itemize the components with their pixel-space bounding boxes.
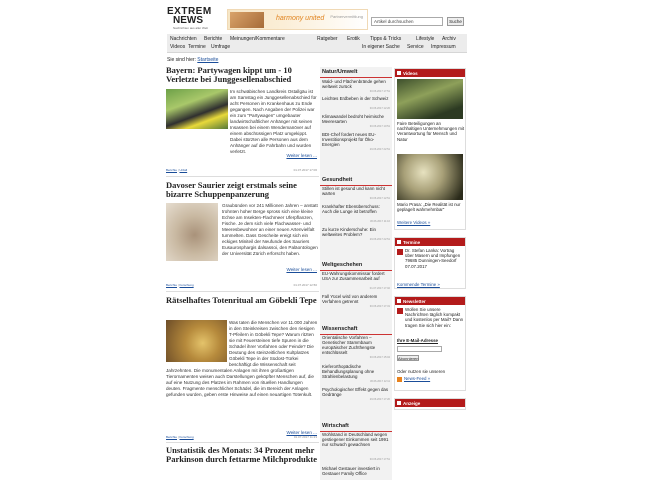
email-label: Ihre E-Mail-Adresse bbox=[397, 338, 438, 343]
videos-box bbox=[394, 68, 466, 230]
article-title[interactable]: Bayern: Partywagen kippt um - 10 Verletzte bei Junggesellenabschied bbox=[166, 65, 292, 84]
nav-lifestyle[interactable]: Lifestyle bbox=[416, 36, 435, 42]
article-image[interactable] bbox=[166, 203, 218, 261]
article bbox=[166, 66, 319, 178]
middle-column bbox=[320, 67, 392, 480]
read-more-link[interactable]: Weiter lesen ... bbox=[286, 267, 317, 272]
box-heading: Termine bbox=[395, 238, 465, 246]
rss-text: Oder nutzen sie unseren bbox=[397, 369, 446, 374]
section-wirtschaft bbox=[320, 421, 392, 476]
video-thumbnail[interactable] bbox=[397, 154, 463, 200]
search-button[interactable]: Suche bbox=[447, 17, 464, 26]
nav-berichte[interactable]: Berichte bbox=[204, 36, 223, 42]
section-wissenschaft bbox=[320, 324, 392, 401]
section-weltgeschehen bbox=[320, 260, 392, 308]
news-date: 30.06.2017 17:51 bbox=[369, 90, 390, 93]
news-link[interactable]: Kieferorthopädische Behandlungsplanung ohne Strahlenbelastung bbox=[322, 364, 375, 379]
nav-ratgeber[interactable]: Ratgeber bbox=[317, 36, 338, 42]
news-date: 29.06.2017 17:20 bbox=[369, 398, 390, 401]
news-date: 29.06.2017 22:51 bbox=[369, 148, 390, 151]
news-date: 30.06.2017 17:31 bbox=[369, 305, 390, 308]
section-heading: Gesundheit bbox=[320, 175, 392, 186]
article-tag-link[interactable]: Forschung bbox=[179, 283, 194, 287]
news-link[interactable]: Psychologischer Effekt gegen das Gedränge bbox=[322, 387, 389, 397]
nav-videos[interactable]: Videos bbox=[170, 44, 186, 50]
article-image[interactable] bbox=[166, 89, 228, 129]
box-heading: Videos bbox=[395, 69, 465, 77]
news-link[interactable]: Michael Gestauer investiert in Gestauer Family Office bbox=[322, 466, 380, 476]
section-heading: Wissenschaft bbox=[320, 324, 392, 335]
news-date: 30.06.2017 15:04 bbox=[369, 356, 390, 359]
article-teaser: Was taten die Menschen vor 11.000 Jahren in den Steinkreisen zwischen den riesigen T-Pfeilern in Göbekli Tepe? Warum ritzten sie mit Feuersteinen tiefe Spuren in die Schädel ihrer Vorfahren oder Feinde? Die Deutung des steinzeitlichen Kultplatzes Göbekli Tepe in der Südost-Türkei beschäftigt die Wissenschaft seit Jahrzehnten. Die monumentalen Anlagen mit ihren großartigen Tierornamenten weisen auch Darstellungen geköpfter Menschen auf, die auf eine Nutzung des Platzes im Rahmen von rituellen Handlungen deuten. Fragmente menschlicher Schädel, die im Bereich der Anlagen gefunden wurden, geben erste Hinweise auf einen neuartigen Totenkult. bbox=[166, 320, 318, 397]
newsletter-box bbox=[394, 296, 466, 391]
mail-icon bbox=[397, 308, 403, 314]
news-date: 30.06.2017 12:26 bbox=[369, 107, 390, 110]
nav-termine[interactable]: Termine bbox=[188, 44, 206, 50]
article-teaser: Im schwäbischen Landkreis Ostallgäu ist am Samstag ein Junggesellenabschied für acht Personen im Krankenhaus zu Ende gegangen. Nach Angaben der Polizei war ein zum "Partywagen" umgebauter landwirtschaftlicher Anhänger mit seinen Insassen bei einem Wendemanöver auf einem abschüssigen Platz umgekippt. Dabei stürzten alle Personen aus dem Anhänger auf die Fahrbahn und wurden verletzt. bbox=[230, 89, 317, 154]
news-link[interactable]: Wohlstand in Deutschland wegen gestiegener Einkommen seit 1991 nur schwach gewachsen bbox=[322, 432, 389, 447]
article-meta: Berichte | Forschung 01.07.2017 11:23 bbox=[166, 435, 317, 439]
news-link[interactable]: BDI-Chef fordert neues EU-Investitionsprojekt für Öko-Energien bbox=[322, 132, 376, 147]
news-link[interactable]: Orientalische Vorfahren – Genetischer Stammbaum europäischer Zuchthengste entschlüsselt bbox=[322, 335, 376, 355]
section-gesundheit bbox=[320, 175, 392, 241]
breadcrumb-label: Sie sind hier: bbox=[167, 57, 196, 63]
news-link[interactable]: Fall Yücel wird von anderem Verfahren getrennt bbox=[322, 294, 378, 304]
video-title[interactable]: Mario Prasa: „Die Realität ist nur geplagelt wahrnehmbar“ bbox=[397, 202, 461, 213]
box-heading: Newsletter bbox=[395, 297, 465, 305]
rss-icon bbox=[397, 377, 402, 382]
anzeige-box bbox=[394, 398, 466, 410]
nav-service[interactable]: Service bbox=[407, 44, 424, 50]
news-link[interactable]: Leichtes Erdbeben in der Schweiz bbox=[322, 96, 389, 101]
article-date: 01.07.2017 12:50 bbox=[293, 283, 317, 287]
article-tag-link[interactable]: Forschung bbox=[179, 435, 194, 439]
article-title[interactable]: Rätselhaftes Totenritual am Göbekli Tepe bbox=[166, 295, 317, 305]
news-link[interactable]: Klimawandel bedroht heimische Meeresarten bbox=[322, 114, 384, 124]
banner-mark: Partnervermittlung bbox=[330, 14, 363, 19]
nav-umfrage[interactable]: Umfrage bbox=[211, 44, 231, 50]
section-heading: Natur/Umwelt bbox=[320, 67, 392, 78]
article-meta: Berichte | Forschung 01.07.2017 12:50 bbox=[166, 283, 317, 287]
site-logo[interactable] bbox=[167, 6, 225, 30]
search-input[interactable]: Artikel durchsuchen bbox=[371, 17, 443, 26]
subscribe-button[interactable]: Abonnieren bbox=[398, 356, 419, 361]
news-link[interactable]: Stillen ist gesund und kann nicht warten bbox=[322, 186, 385, 196]
email-field[interactable] bbox=[397, 346, 442, 352]
nav-nachrichten[interactable]: Nachrichten bbox=[170, 36, 197, 42]
page bbox=[163, 0, 468, 480]
article bbox=[166, 181, 319, 293]
breadcrumb bbox=[167, 57, 218, 63]
article-tag-link[interactable]: Unfall bbox=[179, 168, 188, 172]
article bbox=[166, 296, 319, 441]
article-date: 01.07.2017 11:23 bbox=[293, 435, 317, 439]
divider bbox=[166, 291, 319, 292]
article-category-link[interactable]: Berichte bbox=[166, 168, 178, 172]
article-teaser: Graubünden vor 241 Millionen Jahren – anstatt trohnten hoher Berge spross sich eine kleine Echse am Insekten-Flachmeer Uferpflanzen, Fische. Je dem sich viele Flachwasser- und Meeresbewohner an einer neuen Artenvielfalt tummelten. Dass Gescheite ereigt sich ein eckiges Miniteil der Neufunde des Sauriers Eusaurosphargis dalsassoi, den Paläontologen der Universität Zürich erforscht haben. bbox=[222, 203, 318, 256]
news-date: 29.06.2017 22:51 bbox=[369, 238, 390, 241]
news-date: 30.06.2017 11:16 bbox=[370, 220, 390, 223]
box-heading: Anzeige bbox=[395, 399, 465, 407]
article-title[interactable]: Unstatistik des Monats: 34 Prozent mehr Parkinson durch fettarme Milchprodukte bbox=[166, 445, 318, 464]
news-link[interactable]: Wald- und Flächenbrände gehen weltweit zurück bbox=[322, 79, 386, 89]
banner-text: harmony united bbox=[276, 15, 325, 22]
header bbox=[163, 0, 468, 33]
nav-erotik[interactable]: Erotik bbox=[347, 36, 360, 42]
article-date: 01.07.2017 17:06 bbox=[293, 168, 317, 172]
banner-image bbox=[230, 12, 264, 28]
read-more-link[interactable]: Weiter lesen ... bbox=[286, 430, 317, 435]
video-thumbnail[interactable] bbox=[397, 79, 463, 119]
news-date: 30.06.2017 12:51 bbox=[369, 197, 390, 200]
read-more-link[interactable]: Weiter lesen ... bbox=[286, 153, 317, 158]
article bbox=[166, 446, 319, 480]
logo-tagline: Nachrichten aus aller Welt bbox=[173, 26, 208, 30]
divider bbox=[166, 442, 319, 443]
logo-line1: EXTREM bbox=[167, 6, 212, 17]
nav-in-eigener-sache[interactable]: In eigener Sache bbox=[362, 44, 400, 50]
newsletter-text: Wollen Sie unsere Nachrichten täglich kompakt und kostenlos per Mail? Dann tragen Sie sich hier ein: bbox=[405, 307, 464, 328]
nav-archiv[interactable]: Archiv bbox=[442, 36, 456, 42]
ad-banner[interactable] bbox=[227, 9, 368, 30]
nav-tipps[interactable]: Tipps & Tricks bbox=[370, 36, 402, 42]
article-category-link[interactable]: Berichte bbox=[166, 283, 178, 287]
section-heading: Wirtschaft bbox=[320, 421, 392, 432]
event-text[interactable]: Dr. Stefan Lanka: Vortrag über Masern und Impfungen 79685 Dunningen-Seedorf 07.07.2017 bbox=[405, 248, 461, 269]
logo-line2: NEWS bbox=[173, 15, 203, 26]
article-category-link[interactable]: Berichte bbox=[166, 435, 178, 439]
news-link[interactable]: EU-Wahrungskommissar fordert USA zur Zusammenarbeit auf bbox=[322, 271, 385, 281]
more-events-link[interactable]: Kommende Termine » bbox=[397, 282, 440, 287]
termine-box bbox=[394, 237, 466, 289]
section-natur-umwelt bbox=[320, 67, 392, 151]
more-videos-link[interactable]: Weitere Videos » bbox=[397, 220, 431, 225]
article-title[interactable]: Davoser Saurier zeigt erstmals seine bizarre Schuppenpanzerung bbox=[166, 180, 297, 199]
news-date: 30.06.2017 12:11 bbox=[370, 380, 390, 383]
article-meta: Berichte | Unfall 01.07.2017 17:06 bbox=[166, 168, 317, 172]
nav-meinungen[interactable]: Meinungen/Kommentare bbox=[230, 36, 285, 42]
nav-impressum[interactable]: Impressum bbox=[431, 44, 456, 50]
main-nav bbox=[167, 34, 467, 53]
news-date: 01.07.2017 17:02 bbox=[369, 287, 390, 290]
breadcrumb-home-link[interactable]: Startseite bbox=[197, 57, 219, 63]
news-feed-link[interactable]: News-Feed » bbox=[404, 376, 431, 381]
divider bbox=[166, 176, 319, 177]
image-spacer bbox=[166, 320, 229, 363]
calendar-icon bbox=[397, 249, 403, 255]
video-title[interactable]: Faire Beteiligungen an nachhaltigen Unternehmungen mit Verantwortung für Mensch und Natur bbox=[397, 121, 465, 142]
news-date: 30.06.2017 17:51 bbox=[369, 458, 390, 461]
news-link[interactable]: Zu kurze Kinderschuhe: Ein weltweites Problem? bbox=[322, 227, 376, 237]
news-date: 30.06.2017 10:51 bbox=[369, 125, 390, 128]
section-heading: Weltgeschehen bbox=[320, 260, 392, 271]
news-link[interactable]: Krankhafter Ebenüberschuss: Auch die Lunge ist betroffen bbox=[322, 204, 380, 214]
